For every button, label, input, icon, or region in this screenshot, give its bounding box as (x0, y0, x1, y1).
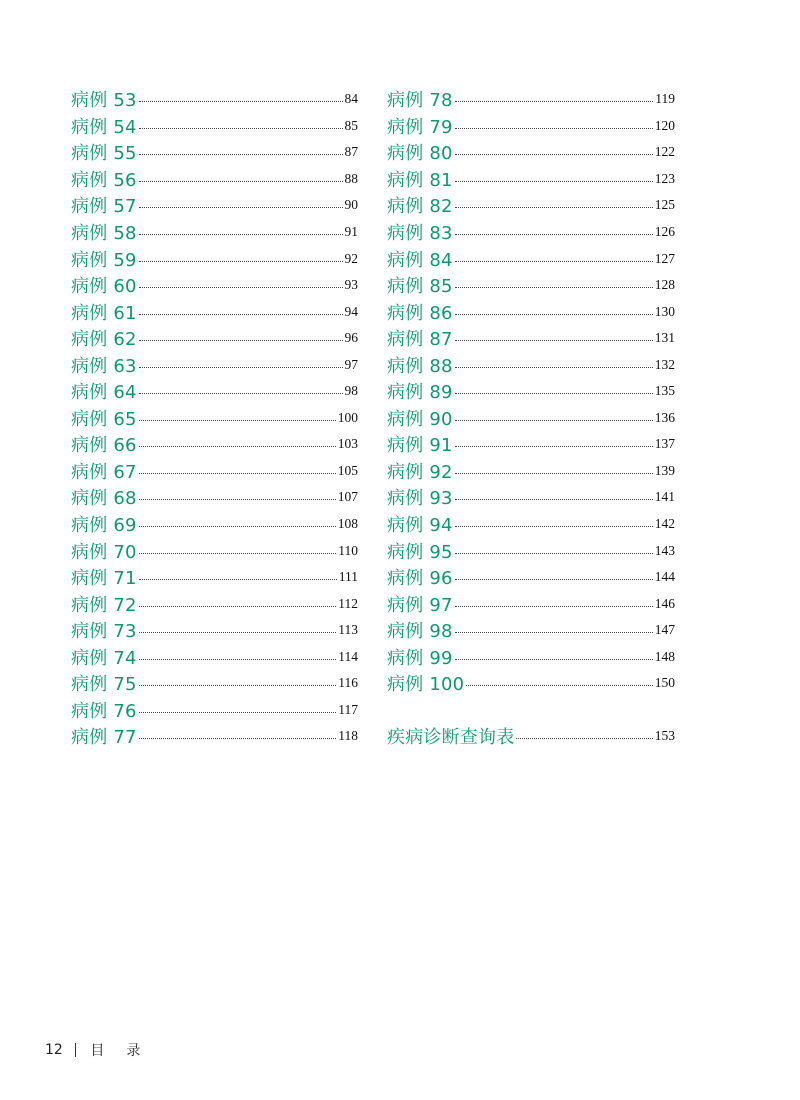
toc-entry[interactable] (387, 431, 675, 458)
toc-entry[interactable] (387, 378, 675, 405)
dot-leader (455, 658, 653, 660)
toc-entry-page: 85 (344, 117, 358, 133)
toc-entry-page: 108 (337, 516, 358, 532)
dot-leader (139, 127, 343, 129)
toc-entry-page: 132 (654, 356, 675, 372)
dot-leader (139, 658, 337, 660)
toc-entry-page: 116 (338, 675, 358, 691)
toc-entry-label: 病例 91 (387, 435, 453, 457)
footer-page-number: 12 (45, 1042, 63, 1058)
toc-left-column (71, 86, 358, 750)
toc-entry-page: 112 (338, 595, 358, 611)
toc-entry-page: 96 (344, 330, 358, 346)
footer-divider (75, 1043, 77, 1057)
toc-entry-label: 病例 63 (71, 355, 137, 377)
toc-entry[interactable] (71, 245, 358, 272)
toc-right-column (387, 86, 675, 750)
toc-entry-page: 127 (654, 250, 675, 266)
toc-entry[interactable] (71, 431, 358, 458)
toc-entry-label: 病例 81 (387, 169, 453, 191)
toc-entry-label: 病例 71 (71, 568, 137, 590)
dot-leader (139, 392, 343, 394)
toc-entry-page: 120 (654, 117, 675, 133)
toc-entry[interactable] (71, 511, 358, 538)
dot-leader (455, 366, 653, 368)
toc-entry-page: 107 (337, 489, 358, 505)
toc-entry[interactable] (387, 643, 675, 670)
toc-entry[interactable] (71, 590, 358, 617)
toc-entry[interactable] (71, 697, 358, 724)
dot-leader (455, 552, 653, 554)
toc-entry-label: 病例 94 (387, 515, 453, 537)
toc-entry-label: 病例 88 (387, 355, 453, 377)
toc-entry-page: 113 (338, 622, 358, 638)
toc-entry[interactable] (387, 405, 675, 432)
dot-leader (455, 339, 653, 341)
toc-entry[interactable] (387, 219, 675, 246)
toc-entry[interactable] (71, 537, 358, 564)
dot-leader (466, 684, 652, 686)
toc-entry-label: 病例 96 (387, 568, 453, 590)
toc-entry[interactable] (71, 139, 358, 166)
toc-entry-label: 病例 58 (71, 223, 137, 244)
toc-entry-label: 病例 85 (387, 276, 453, 298)
dot-leader (139, 153, 343, 155)
toc-spacer (387, 697, 675, 724)
toc-entry[interactable] (71, 325, 358, 352)
toc-entry[interactable] (71, 192, 358, 219)
toc-entry-page: 146 (654, 595, 675, 611)
toc-entry-label: 病例 59 (71, 249, 137, 271)
toc-entry-page: 110 (338, 542, 358, 558)
dot-leader (455, 313, 653, 315)
toc-entry-page: 137 (654, 436, 675, 452)
toc-entry-page: 148 (654, 648, 675, 664)
toc-entry-page: 117 (338, 701, 358, 717)
toc-entry[interactable] (387, 325, 675, 352)
toc-entry-label: 病例 89 (387, 382, 453, 404)
toc-entry[interactable] (71, 351, 358, 378)
toc-entry-label: 病例 70 (71, 541, 137, 563)
toc-entry-label: 病例 66 (71, 435, 137, 457)
dot-leader (139, 525, 336, 527)
toc-entry-page: 93 (344, 277, 358, 293)
dot-leader (139, 737, 337, 739)
toc-entry-page: 100 (337, 409, 358, 425)
toc-entry[interactable] (71, 484, 358, 511)
toc-entry-label: 病例 83 (387, 223, 453, 244)
toc-entry-label: 病例 74 (71, 647, 137, 669)
toc-entry-label: 病例 72 (71, 594, 137, 616)
toc-entry-label: 病例 65 (71, 408, 137, 430)
toc-entry-page: 88 (344, 170, 358, 186)
toc-entry[interactable] (387, 86, 675, 113)
toc-entry[interactable] (71, 723, 358, 750)
toc-entry[interactable] (387, 351, 675, 378)
toc-entry-page: 105 (337, 462, 358, 478)
toc-entry-label: 病例 80 (387, 143, 453, 165)
toc-entry[interactable] (387, 617, 675, 644)
toc-entry-page: 123 (654, 170, 675, 186)
toc-entry-page: 153 (654, 728, 675, 744)
toc-entry-label: 病例 61 (71, 302, 137, 324)
dot-leader (139, 100, 343, 102)
toc-entry-page: 150 (654, 675, 675, 691)
toc-entry-label: 病例 93 (387, 488, 453, 510)
toc-entry[interactable] (387, 192, 675, 219)
dot-leader (455, 100, 654, 102)
toc-entry-page: 130 (654, 303, 675, 319)
toc-entry[interactable] (71, 272, 358, 299)
toc-entry[interactable] (387, 298, 675, 325)
dot-leader (139, 339, 343, 341)
page-footer (45, 1040, 162, 1060)
toc-entry[interactable] (71, 405, 358, 432)
toc-entry-page: 87 (344, 144, 358, 160)
dot-leader (455, 392, 653, 394)
toc-entry[interactable] (387, 272, 675, 299)
toc-entry-label: 病例 76 (71, 700, 137, 722)
toc-entry-label: 病例 78 (387, 90, 453, 112)
toc-entry-page: 136 (654, 409, 675, 425)
toc-entry[interactable] (71, 113, 358, 140)
toc-entry[interactable] (71, 378, 358, 405)
toc-entry-page: 139 (654, 462, 675, 478)
toc-entry[interactable] (71, 670, 358, 697)
dot-leader (455, 445, 653, 447)
toc-entry-label: 病例 95 (387, 541, 453, 563)
toc-entry-page: 111 (338, 569, 358, 585)
dot-leader (455, 525, 653, 527)
toc-entry-page: 98 (344, 383, 358, 399)
toc-entry-label: 病例 56 (71, 169, 137, 191)
dot-leader (139, 286, 343, 288)
toc-entry-label: 病例 84 (387, 249, 453, 271)
dot-leader (455, 206, 653, 208)
toc-entry-page: 92 (344, 250, 358, 266)
toc-entry-page: 125 (654, 197, 675, 213)
toc-entry-label: 病例 64 (71, 382, 137, 404)
toc-entry-label: 病例 69 (71, 515, 137, 537)
toc-entry-page: 143 (654, 542, 675, 558)
toc-entry[interactable] (387, 484, 675, 511)
toc-entry-page: 84 (344, 91, 358, 107)
dot-leader (455, 286, 653, 288)
toc-entry-label: 病例 82 (387, 196, 453, 218)
toc-entry-page: 91 (344, 224, 358, 239)
dot-leader (139, 498, 336, 500)
toc-entry-page: 141 (654, 489, 675, 505)
toc-entry[interactable] (71, 86, 358, 113)
footer-section-title: 目录 (90, 1043, 163, 1059)
toc-entry[interactable] (387, 113, 675, 140)
dot-leader (139, 684, 337, 686)
dot-leader (139, 472, 336, 474)
dot-leader (455, 180, 653, 182)
toc-entry[interactable] (387, 564, 675, 591)
toc-entry-label: 病例 92 (387, 461, 453, 483)
toc-entry-label: 病例 62 (71, 329, 137, 351)
toc-entry-label: 病例 73 (71, 621, 137, 643)
dot-leader (455, 419, 653, 421)
toc-entry-page: 128 (654, 277, 675, 293)
toc-entry[interactable] (387, 166, 675, 193)
toc-entry-label: 疾病诊断查询表 (387, 727, 515, 749)
dot-leader (139, 605, 337, 607)
toc-entry[interactable] (71, 166, 358, 193)
toc-entry[interactable] (387, 245, 675, 272)
toc-entry-label: 病例 67 (71, 461, 137, 483)
toc-entry-page: 135 (654, 383, 675, 399)
toc-entry-label: 病例 99 (387, 647, 453, 669)
toc-entry-label: 病例 86 (387, 302, 453, 324)
toc-entry-label: 病例 57 (71, 196, 137, 218)
toc-entry-page: 119 (655, 91, 675, 107)
toc-entry[interactable] (71, 617, 358, 644)
toc-entry[interactable] (387, 458, 675, 485)
toc-entry-label: 病例 87 (387, 329, 453, 351)
toc-entry-label: 病例 98 (387, 621, 453, 643)
toc-entry-label: 病例 90 (387, 408, 453, 430)
dot-leader (139, 578, 337, 580)
toc-entry[interactable] (387, 139, 675, 166)
dot-leader (455, 260, 653, 262)
toc-entry[interactable] (71, 298, 358, 325)
dot-leader (455, 498, 653, 500)
dot-leader (139, 419, 336, 421)
toc-entry-label: 病例 53 (71, 90, 137, 112)
toc-entry-page: 147 (654, 622, 675, 638)
toc-entry-page: 90 (344, 197, 358, 213)
dot-leader (455, 127, 653, 129)
dot-leader (139, 260, 343, 262)
dot-leader (455, 578, 653, 580)
toc-entry-label: 病例 100 (387, 674, 465, 696)
dot-leader (455, 605, 653, 607)
dot-leader (139, 445, 336, 447)
toc-entry[interactable] (387, 670, 675, 697)
dot-leader (139, 313, 343, 315)
toc-entry-page: 97 (344, 356, 358, 372)
dot-leader (139, 233, 343, 235)
dot-leader (516, 737, 652, 739)
toc-entry-page: 144 (654, 569, 675, 585)
dot-leader (139, 552, 337, 554)
dot-leader (139, 631, 337, 633)
toc-entry[interactable] (71, 564, 358, 591)
toc-entry[interactable] (387, 537, 675, 564)
toc-entry-page: 118 (338, 728, 358, 744)
toc-entry[interactable] (387, 590, 675, 617)
dot-leader (455, 233, 653, 235)
toc-entry-label: 病例 75 (71, 674, 137, 696)
toc-entry-label: 病例 97 (387, 594, 453, 616)
toc-entry[interactable] (71, 219, 358, 246)
dot-leader (455, 631, 653, 633)
dot-leader (139, 180, 343, 182)
toc-entry-page: 131 (654, 330, 675, 346)
dot-leader (139, 366, 343, 368)
dot-leader (139, 206, 343, 208)
toc-entry-page: 103 (337, 436, 358, 452)
toc-entry[interactable] (71, 458, 358, 485)
toc-entry[interactable] (71, 643, 358, 670)
toc-entry-label: 病例 55 (71, 143, 137, 165)
toc-entry-page: 142 (654, 516, 675, 532)
toc-entry-label: 病例 54 (71, 116, 137, 138)
toc-entry-page: 114 (338, 648, 358, 664)
dot-leader (455, 472, 653, 474)
dot-leader (139, 711, 337, 713)
toc-entry-label: 病例 79 (387, 116, 453, 138)
toc-entry-label: 病例 68 (71, 488, 137, 510)
toc-entry-page: 126 (654, 224, 675, 239)
toc-entry-appendix[interactable] (387, 723, 675, 750)
dot-leader (455, 153, 653, 155)
toc-entry-page: 122 (654, 144, 675, 160)
toc-entry-label: 病例 60 (71, 276, 137, 298)
toc-entry[interactable] (387, 511, 675, 538)
toc-entry-page: 94 (344, 303, 358, 319)
toc-entry-label: 病例 77 (71, 727, 137, 749)
